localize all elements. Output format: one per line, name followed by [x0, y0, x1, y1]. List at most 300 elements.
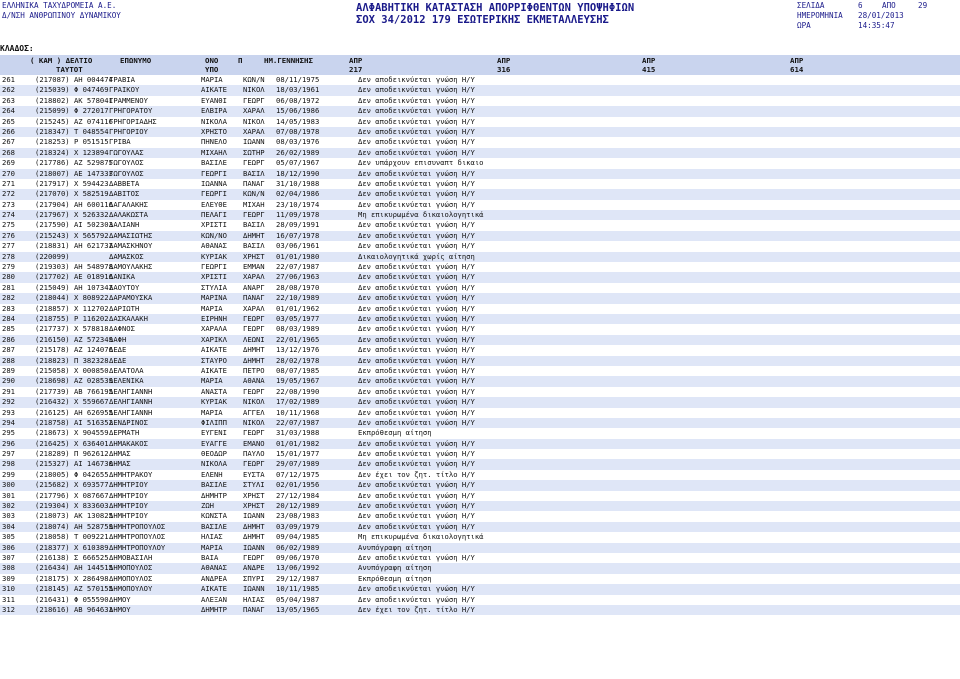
cell-n: 271	[2, 178, 15, 188]
cell-n: 265	[2, 116, 15, 126]
cell-n: 275	[2, 220, 15, 230]
cell-name: ΑΙΚΑΤΕ	[201, 345, 227, 355]
cell-reason: Δεν αποδεικνύεται γνώση Η/Υ	[358, 355, 475, 365]
cell-dob: 23/08/1983	[276, 511, 320, 521]
table-row	[0, 127, 960, 137]
cell-dob: 10/11/1968	[276, 407, 320, 417]
cell-sur: ΔΗΜΗΤΡΟΠΟΥΛΟΣ	[109, 532, 166, 542]
cell-reason: Εκπρόθεσμη αίτηση	[358, 573, 432, 583]
cell-sur: ΔΗΜΟΥ	[109, 594, 131, 604]
cell-fa: ΓΕΩΡΓ	[243, 459, 265, 469]
table-row	[0, 376, 960, 386]
cell-dob: 15/01/1977	[276, 449, 320, 459]
cell-sur: ΔΗΜΗΤΡΑΚΟΥ	[109, 469, 153, 479]
col-apr4-code: 614	[790, 65, 804, 74]
cell-fa: ΙΩΑΝΝ	[243, 137, 265, 147]
time-value: 14:35:47	[858, 21, 895, 30]
cell-sur: ΔΕΛΗΓΙΑΝΝΗ	[109, 397, 153, 407]
cell-fa: ΑΝΔΡΕ	[243, 563, 265, 573]
cell-name: ΧΑΡΙΚΛ	[201, 334, 227, 344]
cell-n: 310	[2, 584, 15, 594]
cell-dob: 08/11/1975	[276, 75, 320, 84]
col-apr4: ΑΠΡ	[790, 56, 804, 65]
table-row	[0, 439, 960, 449]
table-row	[0, 459, 960, 469]
cell-n: 296	[2, 438, 15, 448]
cell-fa: ΓΕΩΡΓ	[243, 324, 265, 334]
cell-reason: Δεν έχει τον ζητ. τίτλο Η/Υ	[358, 469, 475, 479]
cell-n: 285	[2, 324, 15, 334]
cell-name: ΜΑΡΙΑ	[201, 407, 223, 417]
cell-dob: 02/01/1956	[276, 480, 320, 490]
page-of-label: ΑΠΟ	[882, 1, 896, 10]
cell-reason: Δεν αποδεικνύεται γνώση Η/Υ	[358, 480, 475, 490]
cell-name: ΚΥΡΙΑΚ	[201, 397, 227, 407]
cell-n: 301	[2, 490, 15, 500]
cell-n: 312	[2, 604, 15, 614]
table-row	[0, 231, 960, 241]
cell-n: 308	[2, 563, 15, 573]
cell-dob: 29/12/1987	[276, 573, 320, 583]
cell-n: 283	[2, 303, 15, 313]
cell-n: 288	[2, 355, 15, 365]
cell-n: 309	[2, 573, 15, 583]
cell-reason: Δεν αποδεικνύεται γνώση Η/Υ	[358, 490, 475, 500]
table-row	[0, 511, 960, 521]
cell-name: ΓΕΩΡΓΙ	[201, 189, 227, 199]
cell-kam: (218673) Χ 904559	[35, 428, 109, 438]
cell-n: 263	[2, 95, 15, 105]
cell-fa: ΓΕΩΡΓ	[243, 210, 265, 220]
date-label: ΗΜΕΡΟΜΗΝΙΑ	[797, 11, 843, 20]
cell-fa: ΓΕΩΡΓ	[243, 552, 265, 562]
cell-dob: 11/09/1978	[276, 210, 320, 220]
col-ypo: ΥΠΟ	[205, 65, 219, 74]
cell-dob: 03/09/1979	[276, 521, 320, 531]
cell-name: ΗΛΙΑΣ	[201, 532, 223, 542]
cell-dob: 26/02/1989	[276, 147, 320, 157]
cell-sur: ΔΗΜΗΤΡΙΟΥ	[109, 501, 148, 511]
cell-fa: ΙΩΑΝΝ	[243, 511, 265, 521]
cell-n: 303	[2, 511, 15, 521]
cell-fa: ΠΑΝΑΓ	[243, 604, 265, 614]
cell-fa: ΧΑΡΑΛ	[243, 272, 265, 282]
cell-kam: (215058) Χ 000850	[35, 365, 109, 375]
cell-reason: Δεν αποδεικνύεται γνώση Η/Υ	[358, 262, 475, 272]
cell-reason: Δικαιολογητικά χωρίς αίτηση	[358, 251, 475, 261]
cell-kam: (216431) Φ 055590	[35, 594, 109, 604]
table-row	[0, 262, 960, 272]
cell-reason: Δεν αποδεικνύεται γνώση Η/Υ	[358, 334, 475, 344]
cell-sur: ΔΑΒΒΕΤΑ	[109, 178, 140, 188]
branch-label: ΚΛΑΔΟΣ:	[0, 44, 34, 53]
cell-fa: ΒΑΣΙΛ	[243, 168, 265, 178]
cell-n: 273	[2, 199, 15, 209]
table-row	[0, 96, 960, 106]
cell-kam: (220099)	[35, 251, 70, 261]
cell-reason: Δεν αποδεικνύεται γνώση Η/Υ	[358, 345, 475, 355]
cell-fa: ΕΥΣΤΑ	[243, 469, 265, 479]
cell-sur: ΔΗΜΗΤΡΟΠΟΥΛΟΣ	[109, 521, 166, 531]
cell-name: ΑΙΚΑΤΕ	[201, 584, 227, 594]
cell-reason: Δεν αποδεικνύεται γνώση Η/Υ	[358, 386, 475, 396]
cell-sur: ΓΡΑΜΜΕΝΟΥ	[109, 95, 148, 105]
cell-fa: ΙΩΑΝΝ	[243, 584, 265, 594]
cell-reason: Δεν αποδεικνύεται γνώση Η/Υ	[358, 407, 475, 417]
cell-kam: (216150) ΑΖ 572349	[35, 334, 113, 344]
cell-n: 270	[2, 168, 15, 178]
table-row	[0, 345, 960, 355]
cell-sur: ΔΕΡΜΑΤΗ	[109, 428, 140, 438]
cell-n: 276	[2, 230, 15, 240]
cell-dob: 09/04/1985	[276, 532, 320, 542]
cell-reason: Μη επικυρωμένα δικαιολογητικά	[358, 532, 484, 542]
cell-kam: (218175) Χ 286498	[35, 573, 109, 583]
cell-fa: ΒΑΣΙΛ	[243, 241, 265, 251]
cell-fa: ΣΤΥΛΙ	[243, 480, 265, 490]
cell-name: ΠΕΛΑΓΙ	[201, 210, 227, 220]
cell-fa: ΝΙΚΟΛ	[243, 85, 265, 95]
cell-sur: ΔΗΜΟΒΑΣΙΛΗ	[109, 552, 153, 562]
cell-name: ΔΗΜΗΤΡ	[201, 490, 227, 500]
table-row	[0, 387, 960, 397]
col-apr1: ΑΠΡ	[349, 56, 363, 65]
column-header	[0, 55, 960, 75]
cell-fa: ΝΙΚΟΛ	[243, 417, 265, 427]
cell-sur: ΓΡΑΒΙΑ	[109, 75, 135, 84]
cell-sur: ΔΗΜΗΤΡΟΠΟΥΛΟΥ	[109, 542, 166, 552]
date-value: 28/01/2013	[858, 11, 904, 20]
cell-n: 277	[2, 241, 15, 251]
cell-kam: (219304) Χ 833603	[35, 501, 109, 511]
table-row	[0, 117, 960, 127]
table-row	[0, 480, 960, 490]
cell-reason: Δεν αποδεικνύεται γνώση Η/Υ	[358, 521, 475, 531]
cell-dob: 28/02/1978	[276, 355, 320, 365]
table-row	[0, 293, 960, 303]
cell-reason: Δεν αποδεικνύεται γνώση Η/Υ	[358, 241, 475, 251]
cell-dob: 05/04/1987	[276, 594, 320, 604]
cell-reason: Δεν αποδεικνύεται γνώση Η/Υ	[358, 324, 475, 334]
time-label: ΩΡΑ	[797, 21, 811, 30]
cell-name: ΑΙΚΑΤΕ	[201, 85, 227, 95]
cell-sur: ΔΑΡΙΩΤΗ	[109, 303, 140, 313]
col-apr2-code: 316	[497, 65, 511, 74]
cell-sur: ΔΑΜΟΥΛΑΚΗΣ	[109, 262, 153, 272]
cell-name: ΜΑΡΙΑ	[201, 75, 223, 84]
cell-dob: 09/06/1970	[276, 552, 320, 562]
cell-dob: 03/06/1961	[276, 241, 320, 251]
cell-name: ΒΑΙΑ	[201, 552, 219, 562]
cell-sur: ΔΗΜΑΣ	[109, 459, 131, 469]
cell-reason: Δεν αποδεικνύεται γνώση Η/Υ	[358, 126, 475, 136]
cell-dob: 06/02/1989	[276, 542, 320, 552]
table-row	[0, 449, 960, 459]
cell-sur: ΔΗΜΟΠΟΥΛΟΥ	[109, 584, 153, 594]
cell-kam: (217087) ΑΗ 004474	[35, 75, 113, 84]
cell-n: 279	[2, 262, 15, 272]
cell-dob: 27/12/1984	[276, 490, 320, 500]
cell-kam: (215327) ΑΙ 146730	[35, 459, 113, 469]
cell-kam: (217967) Χ 526332	[35, 210, 109, 220]
cell-reason: Δεν αποδεικνύεται γνώση Η/Υ	[358, 417, 475, 427]
cell-n: 304	[2, 521, 15, 531]
cell-sur: ΔΑΦΗ	[109, 334, 127, 344]
report-title: ΑΛΦΑΒΗΤΙΚΗ ΚΑΤΑΣΤΑΣΗ ΑΠΟΡΡΙΦΘΕΝΤΩΝ ΥΠΟΨΗΦΙΩΝ	[356, 2, 635, 14]
cell-reason: Δεν αποδεικνύεται γνώση Η/Υ	[358, 220, 475, 230]
cell-sur: ΓΡΗΓΟΡΙΟΥ	[109, 126, 148, 136]
cell-dob: 05/07/1967	[276, 158, 320, 168]
cell-kam: (218058) Τ 009221	[35, 532, 109, 542]
col-eponymo: ΕΠΩΝΥΜΟ	[120, 56, 152, 65]
col-apr3-code: 415	[642, 65, 656, 74]
cell-reason: Δεν αποδεικνύεται γνώση Η/Υ	[358, 137, 475, 147]
cell-name: ΣΤΥΛΙΑ	[201, 282, 227, 292]
cell-name: ΑΘΑΝΑΣ	[201, 563, 227, 573]
cell-kam: (216125) ΑΗ 626955	[35, 407, 113, 417]
report-header	[0, 0, 960, 42]
cell-reason: Δεν αποδεικνύεται γνώση Η/Υ	[358, 594, 475, 604]
cell-dob: 27/06/1963	[276, 272, 320, 282]
report-subtitle: ΣΟΧ 34/2012 179 ΕΣΩΤΕΡΙΚΗΣ ΕΚΜΕΤΑΛΛΕΥΣΗΣ	[356, 14, 609, 26]
table-row	[0, 85, 960, 95]
cell-reason: Δεν αποδεικνύεται γνώση Η/Υ	[358, 584, 475, 594]
cell-kam: (217070) Χ 582519	[35, 189, 109, 199]
cell-name: ΓΕΩΡΓΙ	[201, 262, 227, 272]
table-row	[0, 210, 960, 220]
cell-n: 291	[2, 386, 15, 396]
cell-n: 311	[2, 594, 15, 604]
cell-reason: Δεν αποδεικνύεται γνώση Η/Υ	[358, 313, 475, 323]
cell-n: 284	[2, 313, 15, 323]
cell-reason: Δεν αποδεικνύεται γνώση Η/Υ	[358, 199, 475, 209]
cell-reason: Δεν αποδεικνύεται γνώση Η/Υ	[358, 272, 475, 282]
cell-fa: ΔΗΜΗΤ	[243, 230, 265, 240]
cell-kam: (218377) Χ 610389	[35, 542, 109, 552]
cell-dob: 22/08/1990	[276, 386, 320, 396]
cell-kam: (218007) ΑΕ 147333	[35, 168, 113, 178]
cell-dob: 31/10/1988	[276, 178, 320, 188]
cell-kam: (218005) Φ 042655	[35, 469, 109, 479]
col-taytot: ΤΑΥΤΟΤ	[56, 65, 83, 74]
cell-kam: (217737) Χ 578818	[35, 324, 109, 334]
col-p: Π	[238, 56, 243, 65]
cell-n: 286	[2, 334, 15, 344]
col-apr3: ΑΠΡ	[642, 56, 656, 65]
cell-n: 293	[2, 407, 15, 417]
cell-fa: ΓΕΩΡΓ	[243, 158, 265, 168]
cell-n: 297	[2, 449, 15, 459]
cell-fa: ΚΩΝ/Ν	[243, 75, 265, 84]
cell-reason: Δεν αποδεικνύεται γνώση Η/Υ	[358, 116, 475, 126]
cell-name: ΕΛΕΥΘΕ	[201, 199, 227, 209]
table-row	[0, 283, 960, 293]
cell-sur: ΔΑΛΑΚΩΣΤΑ	[109, 210, 148, 220]
cell-sur: ΔΗΜΗΤΡΙΟΥ	[109, 490, 148, 500]
cell-fa: ΠΑΝΑΓ	[243, 178, 265, 188]
cell-fa: ΚΩΝ/Ν	[243, 189, 265, 199]
cell-name: ΧΡΙΣΤΙ	[201, 220, 227, 230]
cell-dob: 02/04/1986	[276, 189, 320, 199]
table-row	[0, 522, 960, 532]
cell-n: 280	[2, 272, 15, 282]
cell-n: 306	[2, 542, 15, 552]
col-birth: ΗΜ.ΓΕΝΝΗΣΗΣ	[264, 56, 313, 65]
table-row	[0, 574, 960, 584]
table-row	[0, 179, 960, 189]
table-row	[0, 491, 960, 501]
cell-reason: Δεν αποδεικνύεται γνώση Η/Υ	[358, 106, 475, 116]
cell-n: 298	[2, 459, 15, 469]
cell-reason: Δεν έχει τον ζητ. τίτλο Η/Υ	[358, 604, 475, 614]
cell-fa: ΠΑΥΛΟ	[243, 449, 265, 459]
cell-name: ΝΙΚΟΛΑ	[201, 459, 227, 469]
cell-sur: ΔΑΝΙΚΑ	[109, 272, 135, 282]
cell-name: ΧΡΙΣΤΙ	[201, 272, 227, 282]
cell-kam: (218347) Τ 048554	[35, 126, 109, 136]
cell-reason: Δεν αποδεικνύεται γνώση Η/Υ	[358, 501, 475, 511]
cell-kam: (215682) Χ 693577	[35, 480, 109, 490]
cell-sur: ΓΩΓΟΥΛΑΣ	[109, 147, 144, 157]
table-row	[0, 397, 960, 407]
cell-n: 307	[2, 552, 15, 562]
cell-sur: ΔΑΦΝΟΣ	[109, 324, 135, 334]
cell-dob: 17/02/1989	[276, 397, 320, 407]
cell-dob: 19/05/1967	[276, 376, 320, 386]
cell-reason: Ανυπόγραφη αίτηση	[358, 542, 432, 552]
cell-name: ΣΤΑΥΡΟ	[201, 355, 227, 365]
cell-name: ΜΑΡΙΑ	[201, 376, 223, 386]
company-name: ΕΛΛΗΝΙΚΑ ΤΑΧΥΔΡΟΜΕΙΑ Α.Ε.	[2, 1, 117, 10]
cell-name: ΔΗΜΗΤΡ	[201, 604, 227, 614]
cell-dob: 08/07/1985	[276, 365, 320, 375]
table-row	[0, 595, 960, 605]
table-row	[0, 356, 960, 366]
cell-name: ΙΩΑΝΝΑ	[201, 178, 227, 188]
cell-n: 269	[2, 158, 15, 168]
table-row	[0, 605, 960, 615]
table-row	[0, 553, 960, 563]
cell-fa: ΝΙΚΟΛ	[243, 116, 265, 126]
cell-name: ΑΘΑΝΑΣ	[201, 241, 227, 251]
table-row	[0, 158, 960, 168]
cell-fa: ΠΕΤΡΟ	[243, 365, 265, 375]
cell-name: ΒΑΣΙΛΕ	[201, 158, 227, 168]
table-row	[0, 335, 960, 345]
cell-dob: 31/03/1988	[276, 428, 320, 438]
cell-kam: (215049) ΑΗ 107347	[35, 282, 113, 292]
table-row	[0, 563, 960, 573]
cell-dob: 20/12/1989	[276, 501, 320, 511]
cell-name: ΕΙΡΗΝΗ	[201, 313, 227, 323]
cell-n: 300	[2, 480, 15, 490]
table-row	[0, 220, 960, 230]
cell-kam: (218802) ΑΚ 578041	[35, 95, 113, 105]
cell-fa: ΔΗΜΗΤ	[243, 532, 265, 542]
cell-name: ΜΑΡΙΝΑ	[201, 293, 227, 303]
table-row	[0, 428, 960, 438]
cell-n: 267	[2, 137, 15, 147]
cell-dob: 13/05/1965	[276, 604, 320, 614]
cell-kam: (219303) ΑΗ 548978	[35, 262, 113, 272]
cell-n: 305	[2, 532, 15, 542]
cell-fa: ΠΑΝΑΓ	[243, 293, 265, 303]
cell-kam: (216432) Χ 559667	[35, 397, 109, 407]
cell-n: 282	[2, 293, 15, 303]
cell-kam: (218074) ΑΗ 528759	[35, 521, 113, 531]
table-row	[0, 366, 960, 376]
cell-reason: Δεν αποδεικνύεται γνώση Η/Υ	[358, 168, 475, 178]
cell-sur: ΔΗΜΟΠΟΥΛΟΣ	[109, 563, 153, 573]
cell-n: 272	[2, 189, 15, 199]
cell-reason: Δεν αποδεικνύεται γνώση Η/Υ	[358, 189, 475, 199]
cell-name: ΠΗΝΕΛΟ	[201, 137, 227, 147]
cell-reason: Δεν αποδεικνύεται γνώση Η/Υ	[358, 438, 475, 448]
cell-n: 266	[2, 126, 15, 136]
cell-dob: 13/06/1992	[276, 563, 320, 573]
cell-reason: Δεν αποδεικνύεται γνώση Η/Υ	[358, 511, 475, 521]
cell-reason: Δεν αποδεικνύεται γνώση Η/Υ	[358, 85, 475, 95]
cell-fa: ΧΑΡΑΛ	[243, 126, 265, 136]
table-row	[0, 148, 960, 158]
cell-fa: ΔΗΜΗΤ	[243, 345, 265, 355]
page-label: ΣΕΛΙΔΑ	[797, 1, 825, 10]
cell-fa: ΛΕΩΝΙ	[243, 334, 265, 344]
cell-dob: 10/11/1985	[276, 584, 320, 594]
cell-dob: 01/01/1982	[276, 438, 320, 448]
cell-fa: ΑΓΓΕΛ	[243, 407, 265, 417]
cell-name: ΖΩΗ	[201, 501, 214, 511]
cell-kam: (218253) Ρ 051515	[35, 137, 109, 147]
cell-sur: ΔΕΛΕΝΙΚΑ	[109, 376, 144, 386]
table-row	[0, 200, 960, 210]
col-ono: ΟΝΟ	[205, 56, 219, 65]
cell-fa: ΒΑΣΙΛ	[243, 220, 265, 230]
cell-kam: (216138) Σ 666525	[35, 552, 109, 562]
col-kam: ( ΚΑΜ ) ΔΕΛΤΙΟ	[30, 56, 93, 65]
cell-reason: Δεν αποδεικνύεται γνώση Η/Υ	[358, 95, 475, 105]
cell-fa: ΧΡΗΣΤ	[243, 501, 265, 511]
cell-n: 268	[2, 147, 15, 157]
cell-reason: Δεν αποδεικνύεται γνώση Η/Υ	[358, 365, 475, 375]
cell-fa: ΕΜΑΝΟ	[243, 438, 265, 448]
cell-sur: ΓΡΗΓΟΡΙΑΔΗΣ	[109, 116, 157, 126]
cell-sur: ΔΕΝΔΡΙΝΟΣ	[109, 417, 148, 427]
cell-fa: ΓΕΩΡΓ	[243, 313, 265, 323]
cell-kam: (218831) ΑΗ 621737	[35, 241, 113, 251]
cell-sur: ΔΑΜΑΣΚΗΝΟΥ	[109, 241, 153, 251]
cell-fa: ΧΡΗΣΤ	[243, 251, 265, 261]
cell-reason: Δεν αποδεικνύεται γνώση Η/Υ	[358, 397, 475, 407]
cell-name: ΜΑΡΙΑ	[201, 303, 223, 313]
cell-n: 290	[2, 376, 15, 386]
cell-name: ΘΕΟΔΩΡ	[201, 449, 227, 459]
table-row	[0, 470, 960, 480]
cell-fa: ΣΩΤΗΡ	[243, 147, 265, 157]
cell-name: ΚΩΝ/ΝΟ	[201, 230, 227, 240]
cell-sur: ΓΡΙΒΑ	[109, 137, 131, 147]
cell-reason: Εκπρόθεσμη αίτηση	[358, 428, 432, 438]
cell-reason: Δεν αποδεικνύεται γνώση Η/Υ	[358, 282, 475, 292]
table-row	[0, 304, 960, 314]
cell-sur: ΔΑΜΑΣΚΟΣ	[109, 251, 144, 261]
cell-reason: Δεν αποδεικνύεται γνώση Η/Υ	[358, 75, 475, 84]
cell-kam: (216425) Χ 636401	[35, 438, 109, 448]
cell-kam: (216434) ΑΗ 144515	[35, 563, 113, 573]
table-row	[0, 314, 960, 324]
page-total: 29	[918, 1, 928, 10]
table-row	[0, 252, 960, 262]
